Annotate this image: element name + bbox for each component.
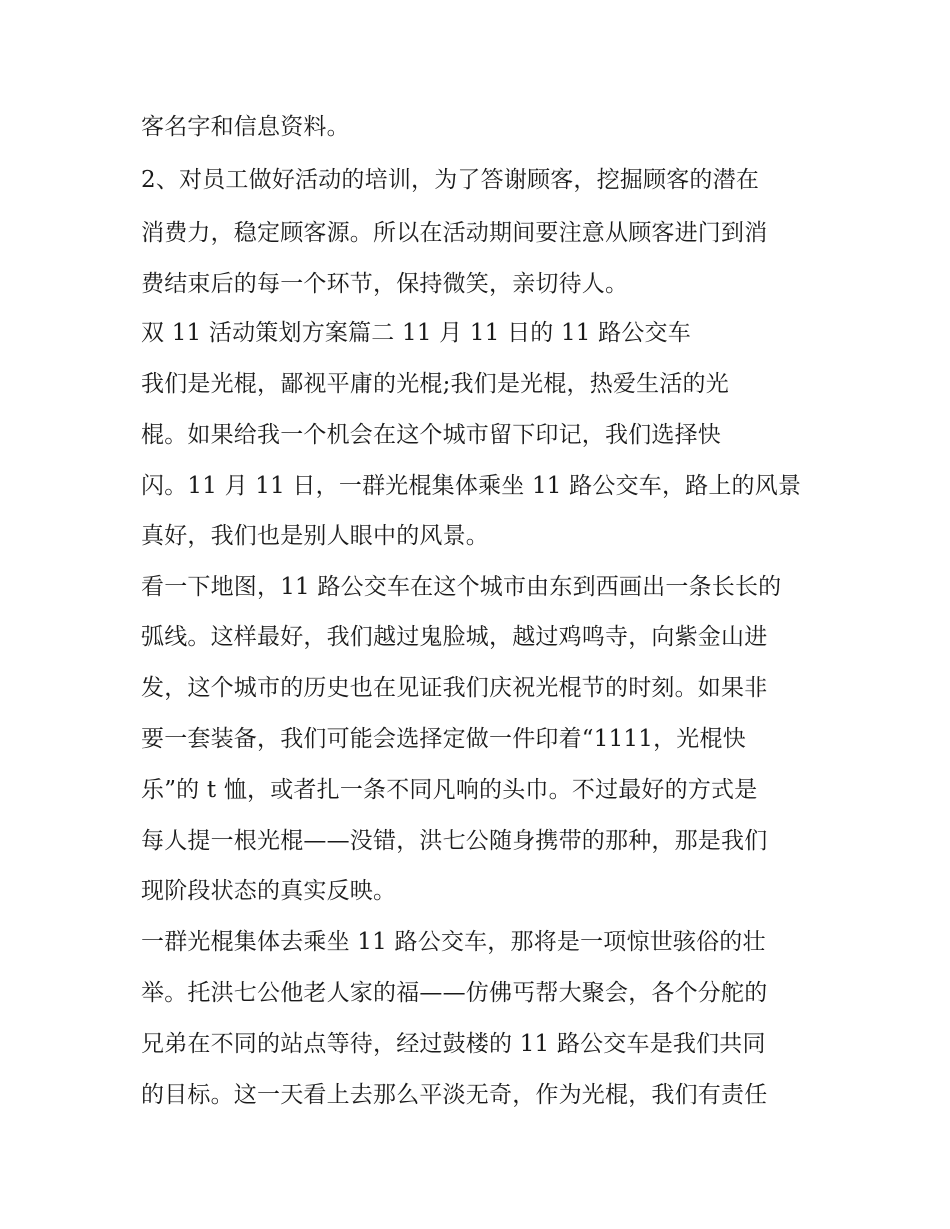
text-line: 客名字和信息资料。 [141, 114, 350, 140]
text-line: 弧线。这样最好，我们越过鬼脸城，越过鸡鸣寺，向紫金山进 [141, 624, 768, 650]
text-line: 闪。11 月 11 日，一群光棍集体乘坐 11 路公交车，路上的风景 [141, 473, 802, 499]
text-line: 真好，我们也是别人眼中的风景。 [141, 523, 489, 549]
text-line: 一群光棍集体去乘坐 11 路公交车，那将是一项惊世骇俗的壮 [141, 929, 766, 955]
text-line: 发，这个城市的历史也在见证我们庆祝光棍节的时刻。如果非 [141, 675, 768, 701]
text-line: 消费力，稳定顾客源。所以在活动期间要注意从顾客进门到消 [141, 220, 768, 246]
text-line: 棍。如果给我一个机会在这个城市留下印记，我们选择快 [141, 422, 721, 448]
text-line: 乐”的 t 恤，或者扎一条不同凡响的头巾。不过最好的方式是 [141, 777, 758, 803]
text-line: 每人提一根光棍——没错，洪七公随身携带的那种，那是我们 [141, 828, 768, 854]
text-line: 现阶段状态的真实反映。 [141, 878, 397, 904]
text-line: 要一套装备，我们可能会选择定做一件印着“1111，光棍快 [141, 726, 746, 752]
text-line: 兄弟在不同的站点等待，经过鼓楼的 11 路公交车是我们共同 [141, 1031, 766, 1057]
section-heading: 双 11 活动策划方案篇二 11 月 11 日的 11 路公交车 [141, 320, 691, 346]
text-line: 费结束后的每一个环节，保持微笑，亲切待人。 [141, 271, 629, 297]
text-line: 看一下地图，11 路公交车在这个城市由东到西画出一条长长的 [141, 574, 782, 600]
text-line: 的目标。这一天看上去那么平淡无奇，作为光棍，我们有责任 [141, 1082, 768, 1108]
text-line: 2、对员工做好活动的培训，为了答谢顾客，挖掘顾客的潜在 [141, 167, 760, 193]
text-line: 举。托洪七公他老人家的福——仿佛丐帮大聚会，各个分舵的 [141, 980, 768, 1006]
text-line: 我们是光棍，鄙视平庸的光棍;我们是光棍，热爱生活的光 [141, 371, 729, 397]
